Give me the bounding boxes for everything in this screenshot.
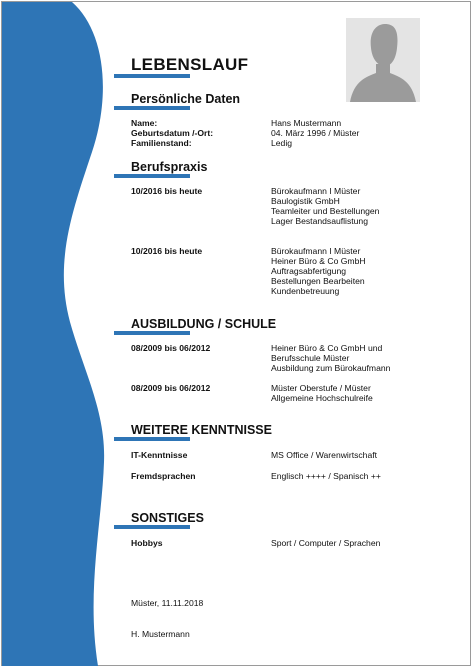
experience-line: Kundenbetreuung — [271, 286, 340, 296]
value-languages: Englisch ++++ / Spanisch ++ — [271, 471, 381, 481]
education-line: Müster Oberstufe / Müster — [271, 383, 371, 393]
experience-line: Teamleiter und Bestellungen — [271, 206, 380, 216]
section-heading-misc: SONSTIGES — [131, 511, 204, 525]
experience-line: Bürokaufmann I Müster — [271, 246, 361, 256]
label-name: Name: — [131, 118, 158, 128]
education-line: Ausbildung zum Bürokaufmann — [271, 363, 391, 373]
education-line: Heiner Büro & Co GmbH und — [271, 343, 383, 353]
section-heading-education: AUSBILDUNG / SCHULE — [131, 317, 277, 331]
experience-line: Lager Bestandsauflistung — [271, 216, 368, 226]
page-title: LEBENSLAUF — [131, 55, 249, 74]
section-underline — [114, 331, 190, 335]
section-underline — [114, 437, 190, 441]
experience-period: 10/2016 bis heute — [131, 186, 203, 196]
experience-line: Heiner Büro & Co GmbH — [271, 256, 366, 266]
education-line: Berufsschule Müster — [271, 353, 350, 363]
value-birth: 04. März 1996 / Müster — [271, 128, 360, 138]
value-hobbies: Sport / Computer / Sprachen — [271, 538, 381, 548]
title-underline — [114, 74, 190, 78]
value-marital-status: Ledig — [271, 138, 293, 148]
education-period: 08/2009 bis 06/2012 — [131, 383, 211, 393]
place-date: Müster, 11.11.2018 — [131, 598, 204, 608]
experience-period: 10/2016 bis heute — [131, 246, 203, 256]
value-it-skills: MS Office / Warenwirtschaft — [271, 450, 378, 460]
section-heading-experience: Berufspraxis — [131, 160, 208, 174]
section-heading-skills: WEITERE KENNTNISSE — [131, 423, 272, 437]
signature: H. Mustermann — [131, 629, 190, 639]
education-period: 08/2009 bis 06/2012 — [131, 343, 211, 353]
person-silhouette-icon — [346, 18, 420, 102]
section-underline — [114, 525, 190, 529]
value-name: Hans Mustermann — [271, 118, 342, 128]
label-languages: Fremdsprachen — [131, 471, 196, 481]
section-underline — [114, 106, 190, 110]
section-heading-personal: Persönliche Daten — [131, 92, 241, 106]
photo-placeholder — [346, 18, 420, 102]
label-marital-status: Familienstand: — [131, 138, 192, 148]
label-it-skills: IT-Kenntnisse — [131, 450, 188, 460]
experience-line: Bürokaufmann I Müster — [271, 186, 361, 196]
education-line: Allgemeine Hochschulreife — [271, 393, 373, 403]
experience-line: Bestellungen Bearbeiten — [271, 276, 365, 286]
label-birth: Geburtsdatum /-Ort: — [131, 128, 214, 138]
experience-line: Baulogistik GmbH — [271, 196, 340, 206]
section-underline — [114, 174, 190, 178]
label-hobbies: Hobbys — [131, 538, 163, 548]
experience-line: Auftragsabfertigung — [271, 266, 347, 276]
